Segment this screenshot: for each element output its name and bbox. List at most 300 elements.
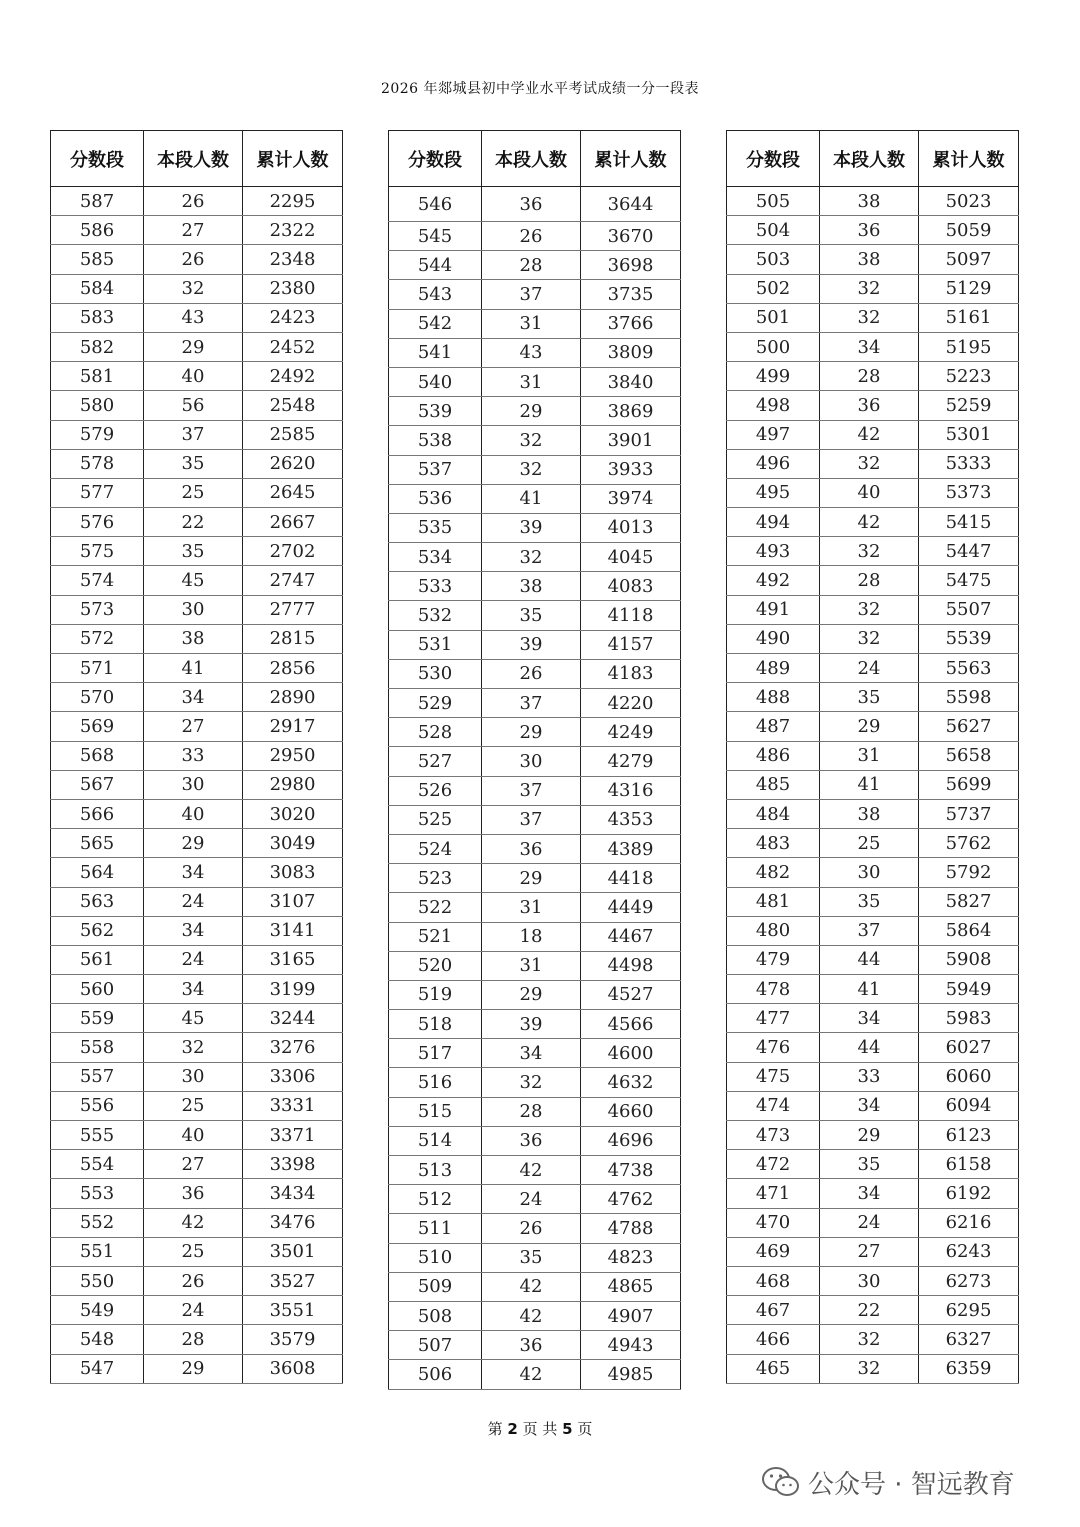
- score-table-2: [388, 130, 681, 1390]
- score-cell: 471: [727, 1179, 820, 1208]
- score-cell: 494: [727, 508, 820, 537]
- segment-count-cell: 38: [820, 799, 919, 828]
- table-row: [51, 537, 343, 566]
- segment-count-cell: 28: [482, 251, 581, 280]
- table-row: [727, 1325, 1019, 1354]
- table-row: [51, 1354, 343, 1383]
- score-cell: 545: [389, 222, 482, 251]
- table-row: [727, 449, 1019, 478]
- table-row: [51, 449, 343, 478]
- score-table-3: [726, 130, 1019, 1384]
- table-row: [389, 338, 681, 367]
- page-title: 2026 年郯城县初中学业水平考试成绩一分一段表: [380, 81, 700, 97]
- segment-count-cell: 30: [820, 1266, 919, 1295]
- cumulative-count-cell: 5301: [919, 420, 1019, 449]
- cumulative-count-cell: 3398: [243, 1150, 343, 1179]
- segment-count-cell: 32: [820, 624, 919, 653]
- table-row: [389, 397, 681, 426]
- score-cell: 490: [727, 624, 820, 653]
- segment-count-cell: 31: [482, 951, 581, 980]
- score-cell: 537: [389, 455, 482, 484]
- segment-count-cell: 34: [820, 1004, 919, 1033]
- cumulative-count-cell: 3735: [581, 280, 681, 309]
- table-row: [389, 630, 681, 659]
- score-cell: 565: [51, 829, 144, 858]
- table-row: [51, 1237, 343, 1266]
- segment-count-cell: 35: [144, 449, 243, 478]
- table-row: [727, 1033, 1019, 1062]
- score-cell: 564: [51, 858, 144, 887]
- table-row: [727, 1208, 1019, 1237]
- table-row: [727, 537, 1019, 566]
- cumulative-count-cell: 3608: [243, 1354, 343, 1383]
- score-cell: 514: [389, 1126, 482, 1155]
- cumulative-count-cell: 3083: [243, 858, 343, 887]
- table-row: [51, 1062, 343, 1091]
- cumulative-count-cell: 2917: [243, 712, 343, 741]
- cumulative-count-cell: 3766: [581, 309, 681, 338]
- cumulative-count-cell: 5762: [919, 829, 1019, 858]
- table-row: [727, 1296, 1019, 1325]
- cumulative-count-cell: 5983: [919, 1004, 1019, 1033]
- table-row: [727, 799, 1019, 828]
- score-cell: 550: [51, 1266, 144, 1295]
- table-row: [389, 1331, 681, 1360]
- cumulative-count-cell: 3579: [243, 1325, 343, 1354]
- cumulative-count-cell: 5598: [919, 683, 1019, 712]
- score-cell: 465: [727, 1354, 820, 1383]
- table-row: [389, 1039, 681, 1068]
- score-cell: 538: [389, 426, 482, 455]
- header-segment-count: 本段人数: [144, 131, 243, 187]
- score-cell: 525: [389, 805, 482, 834]
- segment-count-cell: 26: [144, 187, 243, 216]
- table-row: [51, 1033, 343, 1062]
- cumulative-count-cell: 4823: [581, 1243, 681, 1272]
- segment-count-cell: 34: [820, 332, 919, 361]
- score-cell: 474: [727, 1091, 820, 1120]
- segment-count-cell: 34: [144, 975, 243, 1004]
- table-row: [389, 834, 681, 863]
- cumulative-count-cell: 2702: [243, 537, 343, 566]
- table-row: [389, 484, 681, 513]
- table-row: [389, 1097, 681, 1126]
- segment-count-cell: 30: [144, 770, 243, 799]
- score-cell: 468: [727, 1266, 820, 1295]
- cumulative-count-cell: 5129: [919, 274, 1019, 303]
- score-cell: 467: [727, 1296, 820, 1325]
- cumulative-count-cell: 2348: [243, 245, 343, 274]
- segment-count-cell: 31: [482, 893, 581, 922]
- score-cell: 549: [51, 1296, 144, 1325]
- segment-count-cell: 32: [144, 274, 243, 303]
- table-row: [727, 1121, 1019, 1150]
- segment-count-cell: 29: [482, 864, 581, 893]
- table-row: [51, 887, 343, 916]
- table-row: [727, 303, 1019, 332]
- segment-count-cell: 40: [144, 799, 243, 828]
- cumulative-count-cell: 4449: [581, 893, 681, 922]
- score-cell: 575: [51, 537, 144, 566]
- score-cell: 562: [51, 916, 144, 945]
- cumulative-count-cell: 4762: [581, 1185, 681, 1214]
- segment-count-cell: 35: [482, 601, 581, 630]
- table-row: [389, 951, 681, 980]
- cumulative-count-cell: 4220: [581, 689, 681, 718]
- score-cell: 576: [51, 508, 144, 537]
- score-cell: 577: [51, 478, 144, 507]
- cumulative-count-cell: 2645: [243, 478, 343, 507]
- segment-count-cell: 39: [482, 513, 581, 542]
- table-row: [389, 1068, 681, 1097]
- segment-count-cell: 32: [144, 1033, 243, 1062]
- score-cell: 546: [389, 187, 482, 222]
- table-row: [727, 916, 1019, 945]
- score-cell: 581: [51, 362, 144, 391]
- segment-count-cell: 27: [820, 1237, 919, 1266]
- segment-count-cell: 29: [820, 712, 919, 741]
- table-row: [389, 1243, 681, 1272]
- table-row: [51, 1208, 343, 1237]
- cumulative-count-cell: 6158: [919, 1150, 1019, 1179]
- segment-count-cell: 28: [482, 1097, 581, 1126]
- score-cell: 501: [727, 303, 820, 332]
- score-cell: 505: [727, 187, 820, 216]
- table-row: [389, 1301, 681, 1330]
- cumulative-count-cell: 4083: [581, 572, 681, 601]
- table-row: [51, 741, 343, 770]
- segment-count-cell: 27: [144, 1150, 243, 1179]
- segment-count-cell: 40: [144, 1121, 243, 1150]
- segment-count-cell: 36: [820, 216, 919, 245]
- score-cell: 500: [727, 332, 820, 361]
- score-cell: 557: [51, 1062, 144, 1091]
- segment-count-cell: 34: [144, 916, 243, 945]
- segment-count-cell: 35: [482, 1243, 581, 1272]
- cumulative-count-cell: 3371: [243, 1121, 343, 1150]
- table-row: [389, 543, 681, 572]
- segment-count-cell: 41: [144, 654, 243, 683]
- segment-count-cell: 31: [482, 367, 581, 396]
- segment-count-cell: 43: [482, 338, 581, 367]
- table-row: [51, 624, 343, 653]
- score-cell: 491: [727, 595, 820, 624]
- cumulative-count-cell: 3501: [243, 1237, 343, 1266]
- segment-count-cell: 36: [482, 1126, 581, 1155]
- cumulative-count-cell: 4788: [581, 1214, 681, 1243]
- score-cell: 477: [727, 1004, 820, 1033]
- segment-count-cell: 44: [820, 945, 919, 974]
- header-score-range: 分数段: [51, 131, 144, 187]
- cumulative-count-cell: 6027: [919, 1033, 1019, 1062]
- table-row: [51, 654, 343, 683]
- segment-count-cell: 44: [820, 1033, 919, 1062]
- table-row: [51, 478, 343, 507]
- table-row: [727, 1150, 1019, 1179]
- cumulative-count-cell: 6359: [919, 1354, 1019, 1383]
- table-row: [51, 858, 343, 887]
- segment-count-cell: 56: [144, 391, 243, 420]
- cumulative-count-cell: 3020: [243, 799, 343, 828]
- footer-prefix: 第: [487, 1420, 503, 1438]
- segment-count-cell: 26: [482, 659, 581, 688]
- score-cell: 484: [727, 799, 820, 828]
- table-row: [51, 1179, 343, 1208]
- score-cell: 470: [727, 1208, 820, 1237]
- score-cell: 583: [51, 303, 144, 332]
- cumulative-count-cell: 2777: [243, 595, 343, 624]
- segment-count-cell: 24: [144, 887, 243, 916]
- segment-count-cell: 29: [144, 332, 243, 361]
- cumulative-count-cell: 2815: [243, 624, 343, 653]
- score-cell: 483: [727, 829, 820, 858]
- cumulative-count-cell: 2295: [243, 187, 343, 216]
- score-cell: 586: [51, 216, 144, 245]
- cumulative-count-cell: 3276: [243, 1033, 343, 1062]
- segment-count-cell: 26: [482, 1214, 581, 1243]
- score-cell: 513: [389, 1156, 482, 1185]
- score-cell: 539: [389, 397, 482, 426]
- score-cell: 570: [51, 683, 144, 712]
- wechat-watermark: [762, 1462, 1015, 1502]
- cumulative-count-cell: 4566: [581, 1010, 681, 1039]
- score-cell: 532: [389, 601, 482, 630]
- segment-count-cell: 29: [482, 718, 581, 747]
- cumulative-count-cell: 3644: [581, 187, 681, 222]
- segment-count-cell: 22: [820, 1296, 919, 1325]
- segment-count-cell: 36: [482, 834, 581, 863]
- segment-count-cell: 29: [820, 1121, 919, 1150]
- table-row: [389, 1272, 681, 1301]
- score-cell: 498: [727, 391, 820, 420]
- table-row: [389, 1156, 681, 1185]
- cumulative-count-cell: 2890: [243, 683, 343, 712]
- cumulative-count-cell: 4660: [581, 1097, 681, 1126]
- cumulative-count-cell: 3809: [581, 338, 681, 367]
- table-row: [51, 770, 343, 799]
- score-cell: 496: [727, 449, 820, 478]
- score-cell: 493: [727, 537, 820, 566]
- score-cell: 540: [389, 367, 482, 396]
- cumulative-count-cell: 4389: [581, 834, 681, 863]
- segment-count-cell: 30: [144, 595, 243, 624]
- table-row: [389, 980, 681, 1009]
- table-row: [51, 975, 343, 1004]
- score-cell: 520: [389, 951, 482, 980]
- cumulative-count-cell: 4013: [581, 513, 681, 542]
- table-row: [727, 1091, 1019, 1120]
- cumulative-count-cell: 4738: [581, 1156, 681, 1185]
- score-cell: 563: [51, 887, 144, 916]
- cumulative-count-cell: 5658: [919, 741, 1019, 770]
- segment-count-cell: 35: [820, 1150, 919, 1179]
- table-row: [51, 1325, 343, 1354]
- table-row: [389, 718, 681, 747]
- score-cell: 526: [389, 776, 482, 805]
- cumulative-count-cell: 5864: [919, 916, 1019, 945]
- cumulative-count-cell: 6295: [919, 1296, 1019, 1325]
- score-cell: 554: [51, 1150, 144, 1179]
- cumulative-count-cell: 5023: [919, 187, 1019, 216]
- table-row: [727, 770, 1019, 799]
- segment-count-cell: 37: [482, 776, 581, 805]
- cumulative-count-cell: 5161: [919, 303, 1019, 332]
- cumulative-count-cell: 3199: [243, 975, 343, 1004]
- cumulative-count-cell: 6216: [919, 1208, 1019, 1237]
- cumulative-count-cell: 4418: [581, 864, 681, 893]
- segment-count-cell: 32: [820, 274, 919, 303]
- score-cell: 534: [389, 543, 482, 572]
- cumulative-count-cell: 3244: [243, 1004, 343, 1033]
- total-pages-number: 5: [562, 1420, 573, 1438]
- table-row: [51, 945, 343, 974]
- score-cell: 518: [389, 1010, 482, 1039]
- cumulative-count-cell: 3306: [243, 1062, 343, 1091]
- segment-count-cell: 32: [820, 449, 919, 478]
- segment-count-cell: 37: [482, 280, 581, 309]
- table-row: [727, 624, 1019, 653]
- table-row: [727, 595, 1019, 624]
- table-row: [389, 1214, 681, 1243]
- table-row: [727, 187, 1019, 216]
- cumulative-count-cell: 3551: [243, 1296, 343, 1325]
- table-row: [51, 187, 343, 216]
- segment-count-cell: 28: [820, 566, 919, 595]
- cumulative-count-cell: 5475: [919, 566, 1019, 595]
- segment-count-cell: 30: [482, 747, 581, 776]
- table-row: [389, 659, 681, 688]
- segment-count-cell: 27: [144, 712, 243, 741]
- segment-count-cell: 36: [144, 1179, 243, 1208]
- table-row: [51, 566, 343, 595]
- cumulative-count-cell: 5223: [919, 362, 1019, 391]
- score-cell: 504: [727, 216, 820, 245]
- cumulative-count-cell: 5539: [919, 624, 1019, 653]
- score-cell: 516: [389, 1068, 482, 1097]
- table-row: [727, 975, 1019, 1004]
- score-cell: 521: [389, 922, 482, 951]
- cumulative-count-cell: 5507: [919, 595, 1019, 624]
- table-row: [727, 712, 1019, 741]
- table-row: [389, 689, 681, 718]
- score-cell: 559: [51, 1004, 144, 1033]
- cumulative-count-cell: 6060: [919, 1062, 1019, 1091]
- score-cell: 485: [727, 770, 820, 799]
- cumulative-count-cell: 2423: [243, 303, 343, 332]
- segment-count-cell: 22: [144, 508, 243, 537]
- table-row: [389, 251, 681, 280]
- segment-count-cell: 36: [820, 391, 919, 420]
- cumulative-count-cell: 6243: [919, 1237, 1019, 1266]
- table-row: [727, 858, 1019, 887]
- score-cell: 552: [51, 1208, 144, 1237]
- table-row: [389, 922, 681, 951]
- score-cell: 522: [389, 893, 482, 922]
- table-row: [389, 601, 681, 630]
- cumulative-count-cell: 4467: [581, 922, 681, 951]
- table-row: [727, 654, 1019, 683]
- segment-count-cell: 30: [820, 858, 919, 887]
- score-cell: 535: [389, 513, 482, 542]
- score-cell: 541: [389, 338, 482, 367]
- cumulative-count-cell: 3698: [581, 251, 681, 280]
- table-row: [51, 683, 343, 712]
- table-row: [51, 1150, 343, 1179]
- footer-middle: 页 共: [522, 1420, 558, 1438]
- score-cell: 530: [389, 659, 482, 688]
- segment-count-cell: 24: [820, 654, 919, 683]
- cumulative-count-cell: 4183: [581, 659, 681, 688]
- header-cumulative-count: 累计人数: [243, 131, 343, 187]
- table-row: [389, 747, 681, 776]
- page-footer: [0, 1418, 1080, 1439]
- score-cell: 486: [727, 741, 820, 770]
- score-cell: 553: [51, 1179, 144, 1208]
- cumulative-count-cell: 2585: [243, 420, 343, 449]
- cumulative-count-cell: 6123: [919, 1121, 1019, 1150]
- table-row: [51, 829, 343, 858]
- score-cell: 587: [51, 187, 144, 216]
- segment-count-cell: 18: [482, 922, 581, 951]
- table-row: [727, 332, 1019, 361]
- segment-count-cell: 34: [482, 1039, 581, 1068]
- table-row: [727, 274, 1019, 303]
- score-cell: 558: [51, 1033, 144, 1062]
- cumulative-count-cell: 3141: [243, 916, 343, 945]
- table-row: [727, 1179, 1019, 1208]
- table-row: [51, 1296, 343, 1325]
- table-row: [727, 216, 1019, 245]
- score-cell: 543: [389, 280, 482, 309]
- cumulative-count-cell: 5563: [919, 654, 1019, 683]
- score-cell: 555: [51, 1121, 144, 1150]
- segment-count-cell: 33: [820, 1062, 919, 1091]
- score-table-1: [50, 130, 343, 1384]
- segment-count-cell: 40: [820, 478, 919, 507]
- cumulative-count-cell: 6192: [919, 1179, 1019, 1208]
- score-cell: 473: [727, 1121, 820, 1150]
- cumulative-count-cell: 2980: [243, 770, 343, 799]
- cumulative-count-cell: 3527: [243, 1266, 343, 1295]
- score-cell: 542: [389, 309, 482, 338]
- score-cell: 480: [727, 916, 820, 945]
- score-cell: 566: [51, 799, 144, 828]
- score-cell: 572: [51, 624, 144, 653]
- cumulative-count-cell: 2548: [243, 391, 343, 420]
- score-cell: 487: [727, 712, 820, 741]
- segment-count-cell: 42: [820, 508, 919, 537]
- table-row: [51, 303, 343, 332]
- segment-count-cell: 38: [482, 572, 581, 601]
- score-cell: 528: [389, 718, 482, 747]
- segment-count-cell: 32: [482, 455, 581, 484]
- header-segment-count: 本段人数: [482, 131, 581, 187]
- score-cell: 492: [727, 566, 820, 595]
- score-cell: 523: [389, 864, 482, 893]
- current-page-number: 2: [507, 1420, 518, 1438]
- segment-count-cell: 35: [820, 887, 919, 916]
- score-cell: 524: [389, 834, 482, 863]
- watermark-text: 公众号 · 智远教育: [808, 1469, 1015, 1500]
- table-row: [389, 893, 681, 922]
- table-row: [389, 805, 681, 834]
- table-row: [51, 799, 343, 828]
- cumulative-count-cell: 4249: [581, 718, 681, 747]
- table-row: [389, 864, 681, 893]
- table-row: [389, 187, 681, 222]
- score-cell: 536: [389, 484, 482, 513]
- cumulative-count-cell: 4985: [581, 1360, 681, 1389]
